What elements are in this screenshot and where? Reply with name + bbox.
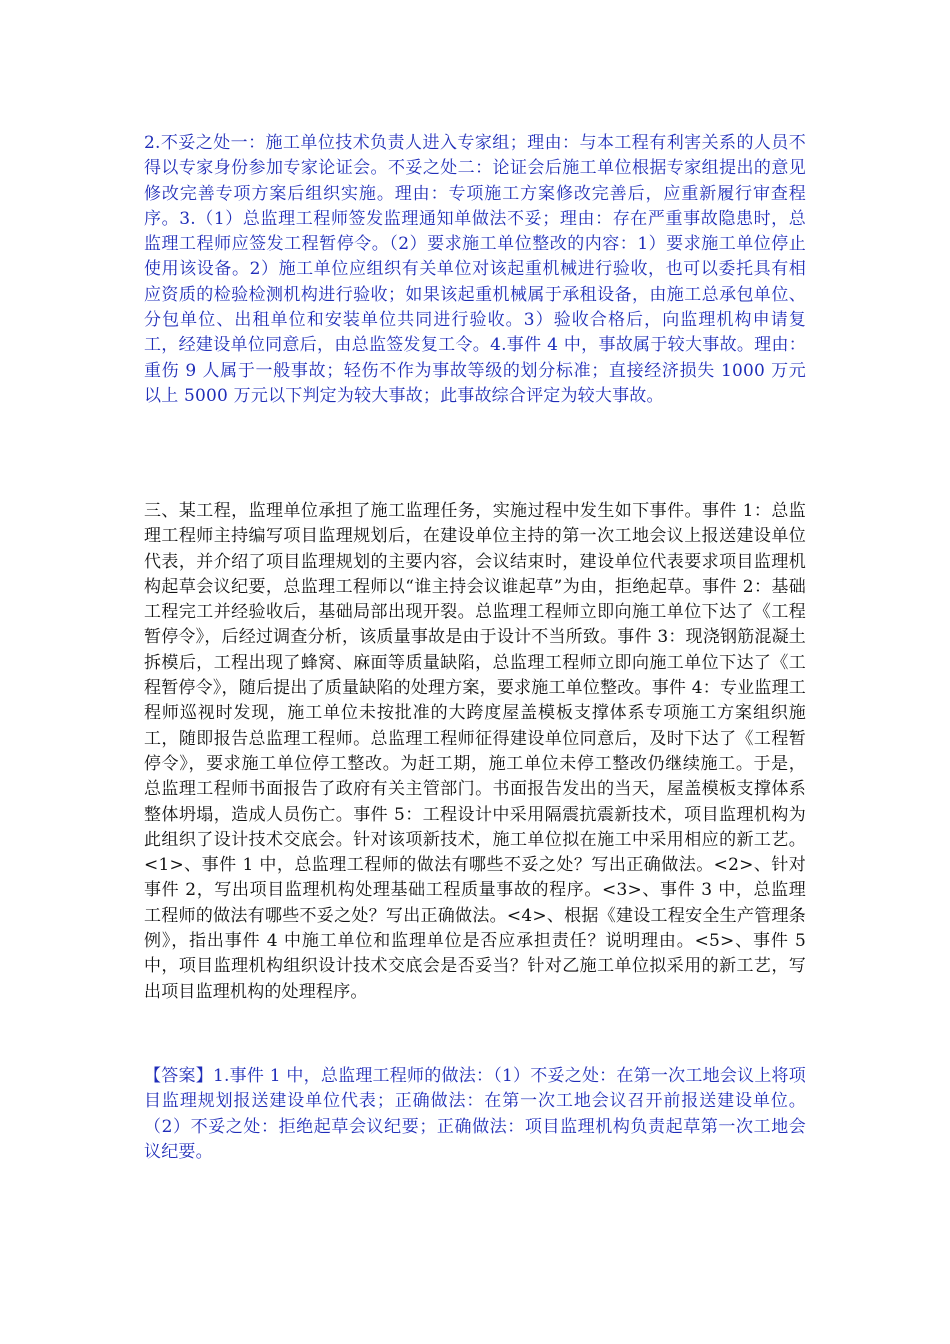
question-three-paragraph: 三、某工程，监理单位承担了施工监理任务，实施过程中发生如下事件。事件 1：总监理工程师主持编写项目监理规划后，在建设单位主持的第一次工地会议上报送建设单位代表，并介绍了项目监理规划的主要内容，会议结束时，建设单位代表要求项目监理机构起草会议纪要，总监理工程师以“谁主持会议谁起草”为由，拒绝起草。事件 2：基础工程完工并经验收后，基础局部出现开裂。总监理工程师立即向施工单位下达了《工程暂停令》，后经过调查分析，该质量事故是由于设计不当所致。事件 3：现浇钢筋混凝土拆模后，工程出现了蜂窝、麻面等质量缺陷，总监理工程师立即向施工单位下达了《工程暂停令》，随后提出了质量缺陷的处理方案，要求施工单位整改。事件 4：专业监理工程师巡视时发现，施工单位未按批准的大跨度屋盖模板支撑体系专项施工方案组织施工，随即报告总监理工程师。总监理工程师征得建设单位同意后，及时下达了《工程暂停令》，要求施工单位停工整改。为赶工期，施工单位未停工整改仍继续施工。于是，总监理工程师书面报告了政府有关主管部门。书面报告发出的当天，屋盖模板支撑体系整体坍塌，造成人员伤亡。事件 5：工程设计中采用隔震抗震新技术，项目监理机构为此组织了设计技术交底会。针对该项新技术，施工单位拟在施工中采用相应的新工艺。<1>、事件 1 中，总监理工程师的做法有哪些不妥之处？写出正确做法。<2>、针对事件 2，写出项目监理机构处理基础工程质量事故的程序。<3>、事件 3 中，总监理工程师的做法有哪些不妥之处？写出正确做法。<4>、根据《建设工程安全生产管理条例》，指出事件 4 中施工单位和监理单位是否应承担责任？说明理由。<5>、事件 5 中，项目监理机构组织设计技术交底会是否妥当？针对乙施工单位拟采用的新工艺，写出项目监理机构的处理程序。 xyxy=(144,501,806,1002)
answer-continued-paragraph: 2.不妥之处一：施工单位技术负责人进入专家组；理由：与本工程有利害关系的人员不得以专家身份参加专家论证会。不妥之处二：论证会后施工单位根据专家组提出的意见修改完善专项方案后组织实施。理由：专项施工方案修改完善后，应重新履行审查程序。3.（1）总监理工程师签发监理通知单做法不妥；理由：存在严重事故隐患时，总监理工程师应签发工程暂停令。（2）要求施工单位整改的内容：1）要求施工单位停止使用该设备。2）施工单位应组织有关单位对该起重机械进行验收，也可以委托具有相应资质的检验检测机构进行验收；如果该起重机械属于承租设备，由施工总承包单位、分包单位、出租单位和安装单位共同进行验收。3）验收合格后，向监理机构申请复工，经建设单位同意后，由总监签发复工令。4.事件 4 中，事故属于较大事故。理由：重伤 9 人属于一般事故；轻伤不作为事故等级的划分标准；直接经济损失 1000 万元以上 5000 万元以下判定为较大事故；此事故综合评定为较大事故。 xyxy=(144,133,806,406)
answer-three-paragraph xyxy=(144,1064,806,1165)
answer-label: 【答案】 xyxy=(144,1066,213,1086)
answer-three-text: 1.事件 1 中，总监理工程师的做法：（1）不妥之处：在第一次工地会议上将项目监理规划报送建设单位代表；正确做法：在第一次工地会议召开前报送建设单位。（2）不妥之处：拒绝起草会议纪要；正确做法：项目监理机构负责起草第一次工地会议纪要。 xyxy=(144,1066,806,1162)
